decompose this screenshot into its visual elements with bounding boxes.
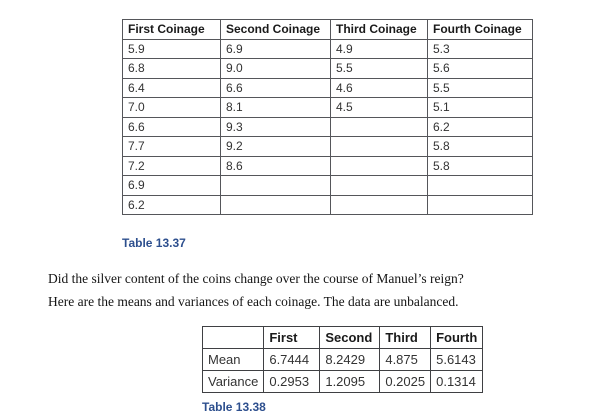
summary-data-cell: Variance [203,371,264,393]
coinage-data-cell: 8.6 [221,156,331,176]
table-caption-13-37: Table 13.37 [122,236,186,250]
question-text: Did the silver content of the coins change over the course of Manuel’s reign? [48,271,464,286]
coinage-data-cell [428,195,533,215]
coinage-data-cell: 5.6 [428,59,533,79]
coinage-data-cell: 9.2 [221,137,331,157]
summary-table-body [203,349,483,393]
summary-header-cell [203,327,264,349]
coinage-table-body [123,39,533,215]
table-row [123,156,533,176]
table-row [123,137,533,157]
coinage-data-cell: 6.2 [123,195,221,215]
coinage-data-cell [331,117,428,137]
coinage-data-cell: 7.0 [123,98,221,118]
coinage-data-cell: 9.3 [221,117,331,137]
coinage-data-cell: 5.1 [428,98,533,118]
summary-data-cell: 6.7444 [264,349,320,371]
coinage-data-cell: 9.0 [221,59,331,79]
coinage-data-cell [428,176,533,196]
coinage-data-cell: 5.5 [331,59,428,79]
summary-data-cell: Mean [203,349,264,371]
table-row [123,176,533,196]
coinage-data-cell: 7.2 [123,156,221,176]
coinage-data-table [122,19,533,215]
table-header-row [123,20,533,40]
table-row [123,59,533,79]
coinage-data-cell: 5.8 [428,156,533,176]
summary-data-cell: 5.6143 [431,349,483,371]
coinage-data-cell: 7.7 [123,137,221,157]
table-row [123,39,533,59]
coinage-data-cell: 5.5 [428,78,533,98]
summary-data-cell: 4.875 [380,349,431,371]
coinage-data-cell: 6.6 [123,117,221,137]
summary-table-header [203,327,483,349]
table-row [123,78,533,98]
coinage-table-header [123,20,533,40]
coinage-header-cell: First Coinage [123,20,221,40]
coinage-data-cell [221,195,331,215]
coinage-header-cell: Second Coinage [221,20,331,40]
coinage-data-cell: 5.3 [428,39,533,59]
coinage-data-cell: 6.9 [123,176,221,196]
coinage-data-cell: 5.8 [428,137,533,157]
table-row [123,195,533,215]
coinage-data-cell: 4.6 [331,78,428,98]
coinage-data-cell: 4.5 [331,98,428,118]
coinage-header-cell: Fourth Coinage [428,20,533,40]
coinage-data-cell [331,176,428,196]
summary-header-cell: Fourth [431,327,483,349]
description-text: Here are the means and variances of each coinage. The data are unbalanced. [48,294,459,309]
coinage-data-cell [331,137,428,157]
summary-header-cell: Third [380,327,431,349]
coinage-data-cell: 4.9 [331,39,428,59]
summary-data-cell: 0.1314 [431,371,483,393]
table-row [123,98,533,118]
summary-stats-table [202,326,483,393]
table-header-row [203,327,483,349]
table-row [203,371,483,393]
coinage-data-cell: 8.1 [221,98,331,118]
coinage-data-cell: 6.2 [428,117,533,137]
table-row [123,117,533,137]
coinage-data-cell [221,176,331,196]
table-row [203,349,483,371]
summary-header-cell: First [264,327,320,349]
summary-data-cell: 1.2095 [320,371,380,393]
summary-header-cell: Second [320,327,380,349]
coinage-data-cell: 6.4 [123,78,221,98]
coinage-header-cell: Third Coinage [331,20,428,40]
coinage-data-cell [331,195,428,215]
coinage-data-cell: 6.8 [123,59,221,79]
summary-data-cell: 0.2953 [264,371,320,393]
table-caption-13-38: Table 13.38 [202,400,266,413]
coinage-data-cell: 6.6 [221,78,331,98]
summary-data-cell: 8.2429 [320,349,380,371]
coinage-data-cell: 5.9 [123,39,221,59]
summary-data-cell: 0.2025 [380,371,431,393]
coinage-data-cell: 6.9 [221,39,331,59]
coinage-data-cell [331,156,428,176]
